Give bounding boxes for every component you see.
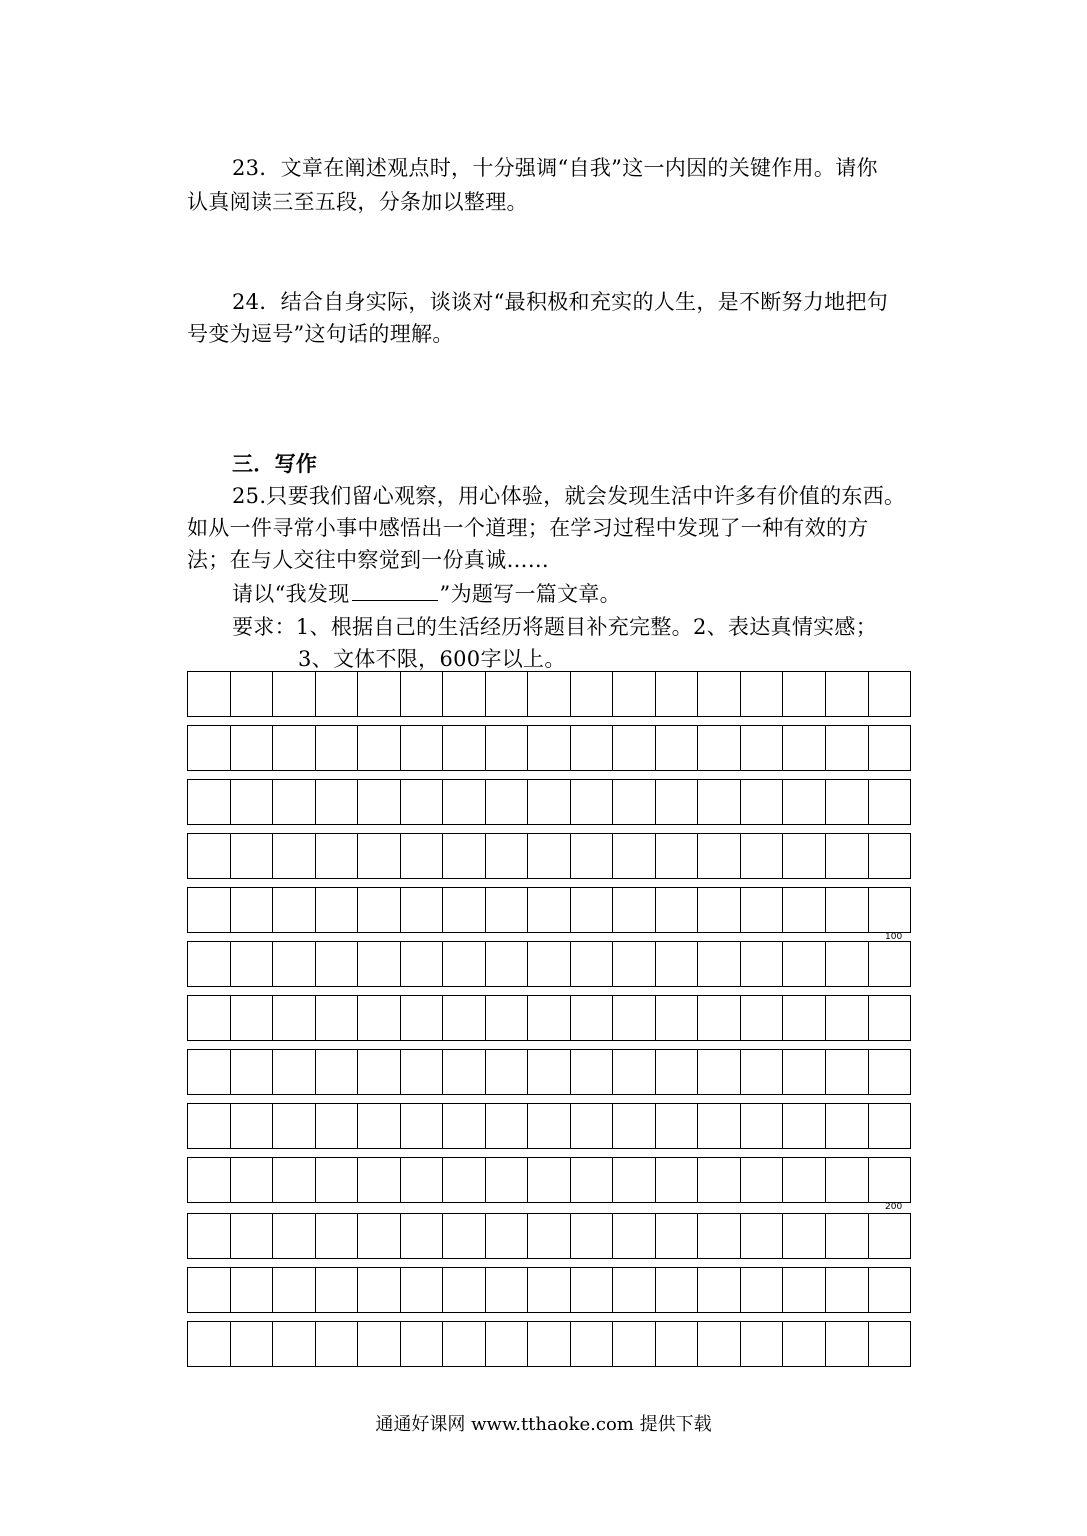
grid-cell[interactable] (357, 1268, 400, 1312)
grid-cell[interactable] (868, 942, 911, 986)
grid-row (187, 725, 911, 771)
grid-cell[interactable] (442, 996, 485, 1040)
grid-cell[interactable] (697, 1322, 740, 1366)
grid-cell[interactable] (825, 1268, 868, 1312)
grid-cell[interactable] (570, 1268, 613, 1312)
grid-cell[interactable] (188, 942, 230, 986)
grid-cell[interactable] (655, 672, 698, 716)
grid-cell[interactable] (868, 1322, 911, 1366)
grid-row (187, 1157, 911, 1203)
grid-cell[interactable] (740, 726, 783, 770)
grid-cell[interactable] (825, 1050, 868, 1094)
grid-cell[interactable] (740, 780, 783, 824)
grid-cell[interactable] (740, 888, 783, 932)
grid-cell[interactable] (697, 1158, 740, 1202)
grid-cell[interactable] (188, 1158, 230, 1202)
grid-cell[interactable] (740, 1104, 783, 1148)
grid-cell[interactable] (740, 996, 783, 1040)
grid-cell[interactable] (527, 1050, 570, 1094)
grid-cell[interactable] (400, 834, 443, 878)
grid-cell[interactable] (527, 1104, 570, 1148)
grid-cell[interactable] (612, 780, 655, 824)
grid-cell[interactable] (740, 834, 783, 878)
grid-cell[interactable] (400, 888, 443, 932)
grid-cell[interactable] (315, 1322, 358, 1366)
page-footer: 通通好课网 www.tthaoke.com 提供下载 (375, 1414, 712, 1435)
q23-line2: 认真阅读三至五段，分条加以整理。 (187, 190, 528, 214)
grid-cell[interactable] (825, 1104, 868, 1148)
grid-cell[interactable] (825, 834, 868, 878)
prompt-after: ”为题写一篇文章。 (439, 582, 621, 606)
grid-cell[interactable] (570, 888, 613, 932)
grid-cell[interactable] (655, 1214, 698, 1258)
grid-cell[interactable] (697, 726, 740, 770)
grid-cell[interactable] (782, 1050, 825, 1094)
grid-cell[interactable] (612, 1322, 655, 1366)
grid-cell[interactable] (570, 672, 613, 716)
grid-cell[interactable] (357, 672, 400, 716)
grid-cell[interactable] (527, 1158, 570, 1202)
grid-cell[interactable] (655, 780, 698, 824)
question-25-cont (187, 512, 869, 542)
grid-cell[interactable] (230, 996, 273, 1040)
grid-cell[interactable] (230, 1158, 273, 1202)
grid-cell[interactable] (825, 942, 868, 986)
grid-cell[interactable] (697, 888, 740, 932)
grid-cell[interactable] (485, 1050, 528, 1094)
grid-row (187, 1213, 911, 1259)
section-heading: 三．写作 (232, 451, 318, 476)
grid-cell[interactable] (782, 1214, 825, 1258)
grid-row (187, 779, 911, 825)
grid-cell[interactable] (442, 888, 485, 932)
grid-row (187, 1049, 911, 1095)
grid-cell[interactable] (612, 1268, 655, 1312)
grid-cell[interactable] (400, 1050, 443, 1094)
grid-cell[interactable] (527, 780, 570, 824)
grid-cell[interactable] (357, 1322, 400, 1366)
grid-cell[interactable] (315, 1050, 358, 1094)
grid-cell[interactable] (188, 780, 230, 824)
grid-cell[interactable] (782, 942, 825, 986)
grid-cell[interactable] (612, 996, 655, 1040)
grid-cell[interactable] (442, 780, 485, 824)
grid-cell[interactable] (272, 996, 315, 1040)
grid-cell[interactable] (188, 1214, 230, 1258)
grid-cell[interactable] (697, 1214, 740, 1258)
grid-cell[interactable] (655, 1322, 698, 1366)
grid-cell[interactable] (400, 780, 443, 824)
grid-cell[interactable] (697, 1104, 740, 1148)
grid-cell[interactable] (612, 726, 655, 770)
grid-cell[interactable] (782, 1322, 825, 1366)
question-24 (232, 286, 888, 316)
grid-cell[interactable] (782, 672, 825, 716)
grid-cell[interactable] (230, 726, 273, 770)
grid-cell[interactable] (570, 834, 613, 878)
grid-cell[interactable] (782, 1268, 825, 1312)
grid-cell[interactable] (272, 1104, 315, 1148)
grid-cell[interactable] (442, 672, 485, 716)
grid-cell[interactable] (740, 1050, 783, 1094)
grid-cell[interactable] (485, 996, 528, 1040)
grid-cell[interactable] (570, 780, 613, 824)
grid-cell[interactable] (485, 1158, 528, 1202)
grid-cell[interactable] (527, 672, 570, 716)
grid-cell[interactable] (740, 1158, 783, 1202)
grid-cell[interactable] (570, 942, 613, 986)
grid-cell[interactable] (527, 1214, 570, 1258)
requirements-cont (298, 643, 566, 673)
grid-cell[interactable] (825, 1158, 868, 1202)
grid-cell[interactable] (825, 996, 868, 1040)
grid-cell[interactable] (825, 780, 868, 824)
grid-cell[interactable] (230, 942, 273, 986)
grid-cell[interactable] (272, 672, 315, 716)
grid-cell[interactable] (188, 834, 230, 878)
grid-cell[interactable] (357, 780, 400, 824)
grid-cell[interactable] (655, 726, 698, 770)
grid-cell[interactable] (612, 942, 655, 986)
grid-cell[interactable] (188, 726, 230, 770)
grid-cell[interactable] (655, 834, 698, 878)
grid-cell[interactable] (442, 1268, 485, 1312)
title-blank (352, 578, 438, 601)
grid-cell[interactable] (868, 780, 911, 824)
grid-cell[interactable] (740, 942, 783, 986)
grid-cell[interactable] (782, 1158, 825, 1202)
grid-cell[interactable] (782, 1104, 825, 1148)
grid-cell[interactable] (188, 1104, 230, 1148)
grid-cell[interactable] (825, 1214, 868, 1258)
grid-cell[interactable] (230, 1050, 273, 1094)
grid-cell[interactable] (868, 1158, 911, 1202)
grid-cell[interactable] (612, 1214, 655, 1258)
grid-cell[interactable] (485, 1268, 528, 1312)
grid-cell[interactable] (655, 996, 698, 1040)
grid-cell[interactable] (697, 942, 740, 986)
grid-cell[interactable] (868, 726, 911, 770)
grid-cell[interactable] (697, 1268, 740, 1312)
grid-cell[interactable] (782, 726, 825, 770)
grid-cell[interactable] (230, 1214, 273, 1258)
grid-cell[interactable] (612, 1050, 655, 1094)
grid-cell[interactable] (188, 1322, 230, 1366)
grid-cell[interactable] (740, 1322, 783, 1366)
grid-cell[interactable] (272, 1268, 315, 1312)
grid-cell[interactable] (230, 888, 273, 932)
grid-cell[interactable] (782, 780, 825, 824)
writing-grid (187, 671, 911, 1371)
grid-cell[interactable] (825, 672, 868, 716)
essay-prompt (232, 578, 621, 608)
grid-cell[interactable] (315, 780, 358, 824)
grid-cell[interactable] (570, 1050, 613, 1094)
q24-line2: 号变为逗号”这句话的理解。 (187, 322, 454, 346)
word-count-mark: 100 (885, 932, 903, 942)
grid-cell[interactable] (230, 1104, 273, 1148)
grid-cell[interactable] (825, 1322, 868, 1366)
grid-cell[interactable] (357, 834, 400, 878)
grid-cell[interactable] (527, 1268, 570, 1312)
grid-cell[interactable] (740, 1214, 783, 1258)
grid-cell[interactable] (442, 1158, 485, 1202)
grid-cell[interactable] (272, 942, 315, 986)
grid-cell[interactable] (230, 780, 273, 824)
grid-cell[interactable] (315, 1214, 358, 1258)
grid-cell[interactable] (697, 1050, 740, 1094)
grid-cell[interactable] (655, 1104, 698, 1148)
grid-cell[interactable] (868, 834, 911, 878)
grid-cell[interactable] (825, 888, 868, 932)
grid-cell[interactable] (570, 1104, 613, 1148)
requirement-1: 要求：1、根据自己的生活经历将题目补充完整。2、表达真情实感； (232, 615, 878, 639)
grid-cell[interactable] (868, 1268, 911, 1312)
grid-cell[interactable] (697, 780, 740, 824)
grid-cell[interactable] (655, 1050, 698, 1094)
grid-cell[interactable] (442, 942, 485, 986)
grid-cell[interactable] (485, 834, 528, 878)
grid-cell[interactable] (697, 996, 740, 1040)
grid-cell[interactable] (272, 834, 315, 878)
grid-cell[interactable] (782, 888, 825, 932)
grid-cell[interactable] (315, 834, 358, 878)
grid-cell[interactable] (315, 672, 358, 716)
grid-cell[interactable] (357, 888, 400, 932)
grid-cell[interactable] (655, 888, 698, 932)
grid-cell[interactable] (230, 672, 273, 716)
grid-cell[interactable] (527, 726, 570, 770)
grid-cell[interactable] (868, 1214, 911, 1258)
grid-row (187, 833, 911, 879)
grid-cell[interactable] (188, 672, 230, 716)
grid-cell[interactable] (315, 942, 358, 986)
grid-cell[interactable] (570, 726, 613, 770)
grid-cell[interactable] (570, 1158, 613, 1202)
grid-cell[interactable] (485, 780, 528, 824)
grid-cell[interactable] (485, 726, 528, 770)
grid-cell[interactable] (315, 726, 358, 770)
grid-cell[interactable] (357, 996, 400, 1040)
grid-cell[interactable] (868, 672, 911, 716)
grid-cell[interactable] (868, 996, 911, 1040)
grid-cell[interactable] (825, 726, 868, 770)
q23-line1: 23．文章在阐述观点时，十分强调“自我”这一内因的关键作用。请你 (232, 156, 878, 180)
prompt-before: 请以“我发现 (232, 582, 350, 606)
grid-cell[interactable] (782, 834, 825, 878)
grid-cell[interactable] (697, 672, 740, 716)
grid-cell[interactable] (315, 1268, 358, 1312)
grid-cell[interactable] (357, 942, 400, 986)
grid-cell[interactable] (357, 1050, 400, 1094)
grid-cell[interactable] (527, 1322, 570, 1366)
question-25 (232, 480, 905, 510)
grid-cell[interactable] (188, 888, 230, 932)
grid-cell[interactable] (527, 996, 570, 1040)
grid-cell[interactable] (655, 942, 698, 986)
grid-row (187, 1267, 911, 1313)
grid-cell[interactable] (612, 672, 655, 716)
grid-cell[interactable] (612, 834, 655, 878)
grid-cell[interactable] (655, 1158, 698, 1202)
grid-cell[interactable] (315, 996, 358, 1040)
grid-cell[interactable] (357, 1158, 400, 1202)
grid-cell[interactable] (782, 996, 825, 1040)
grid-cell[interactable] (357, 1214, 400, 1258)
grid-cell[interactable] (400, 1104, 443, 1148)
grid-cell[interactable] (188, 1268, 230, 1312)
grid-cell[interactable] (485, 942, 528, 986)
grid-cell[interactable] (400, 1214, 443, 1258)
grid-cell[interactable] (485, 1104, 528, 1148)
question-25-cont2 (187, 544, 549, 574)
grid-cell[interactable] (442, 1104, 485, 1148)
grid-cell[interactable] (400, 996, 443, 1040)
grid-cell[interactable] (868, 888, 911, 932)
requirements (232, 611, 877, 641)
grid-cell[interactable] (570, 1322, 613, 1366)
grid-cell[interactable] (272, 888, 315, 932)
grid-row (187, 941, 911, 987)
grid-cell[interactable] (400, 1322, 443, 1366)
grid-row (187, 1321, 911, 1367)
grid-cell[interactable] (188, 1050, 230, 1094)
grid-cell[interactable] (272, 780, 315, 824)
question-24-cont (187, 318, 454, 348)
grid-cell[interactable] (442, 1214, 485, 1258)
q25-line2: 如从一件寻常小事中感悟出一个道理；在学习过程中发现了一种有效的方 (187, 516, 869, 540)
grid-cell[interactable] (442, 1050, 485, 1094)
grid-cell[interactable] (570, 996, 613, 1040)
question-23-cont (187, 186, 528, 216)
grid-cell[interactable] (272, 1322, 315, 1366)
grid-cell[interactable] (612, 1104, 655, 1148)
grid-cell[interactable] (400, 726, 443, 770)
grid-row (187, 1103, 911, 1149)
grid-cell[interactable] (272, 1158, 315, 1202)
grid-cell[interactable] (230, 1322, 273, 1366)
grid-cell[interactable] (697, 834, 740, 878)
q25-line1: 25.只要我们留心观察，用心体验，就会发现生活中许多有价值的东西。 (232, 484, 906, 508)
grid-cell[interactable] (357, 726, 400, 770)
grid-cell[interactable] (868, 1104, 911, 1148)
grid-cell[interactable] (442, 726, 485, 770)
grid-cell[interactable] (272, 1050, 315, 1094)
grid-cell[interactable] (612, 1158, 655, 1202)
word-count-mark: 200 (885, 1202, 903, 1212)
requirement-2: 3、文体不限，600字以上。 (298, 647, 566, 671)
grid-cell[interactable] (230, 1268, 273, 1312)
grid-cell[interactable] (740, 1268, 783, 1312)
grid-cell[interactable] (272, 1214, 315, 1258)
grid-cell[interactable] (272, 726, 315, 770)
grid-row (187, 887, 911, 933)
grid-cell[interactable] (868, 1050, 911, 1094)
grid-cell[interactable] (740, 672, 783, 716)
grid-cell[interactable] (485, 888, 528, 932)
grid-cell[interactable] (485, 1322, 528, 1366)
grid-cell[interactable] (315, 1104, 358, 1148)
grid-cell[interactable] (485, 672, 528, 716)
grid-row (187, 995, 911, 1041)
grid-cell[interactable] (570, 1214, 613, 1258)
grid-cell[interactable] (315, 888, 358, 932)
grid-cell[interactable] (527, 834, 570, 878)
grid-cell[interactable] (485, 1214, 528, 1258)
grid-cell[interactable] (188, 996, 230, 1040)
grid-cell[interactable] (315, 1158, 358, 1202)
grid-cell[interactable] (527, 888, 570, 932)
grid-cell[interactable] (442, 834, 485, 878)
q25-line3: 法；在与人交往中察觉到一份真诚…… (187, 548, 550, 572)
grid-cell[interactable] (400, 942, 443, 986)
grid-cell[interactable] (400, 1158, 443, 1202)
grid-cell[interactable] (612, 888, 655, 932)
grid-cell[interactable] (442, 1322, 485, 1366)
grid-cell[interactable] (400, 672, 443, 716)
grid-cell[interactable] (655, 1268, 698, 1312)
q24-line1: 24．结合自身实际，谈谈对“最积极和充实的人生，是不断努力地把句 (232, 290, 889, 314)
question-23 (232, 152, 878, 182)
grid-cell[interactable] (527, 942, 570, 986)
grid-row (187, 671, 911, 717)
grid-cell[interactable] (230, 834, 273, 878)
grid-cell[interactable] (357, 1104, 400, 1148)
grid-cell[interactable] (400, 1268, 443, 1312)
